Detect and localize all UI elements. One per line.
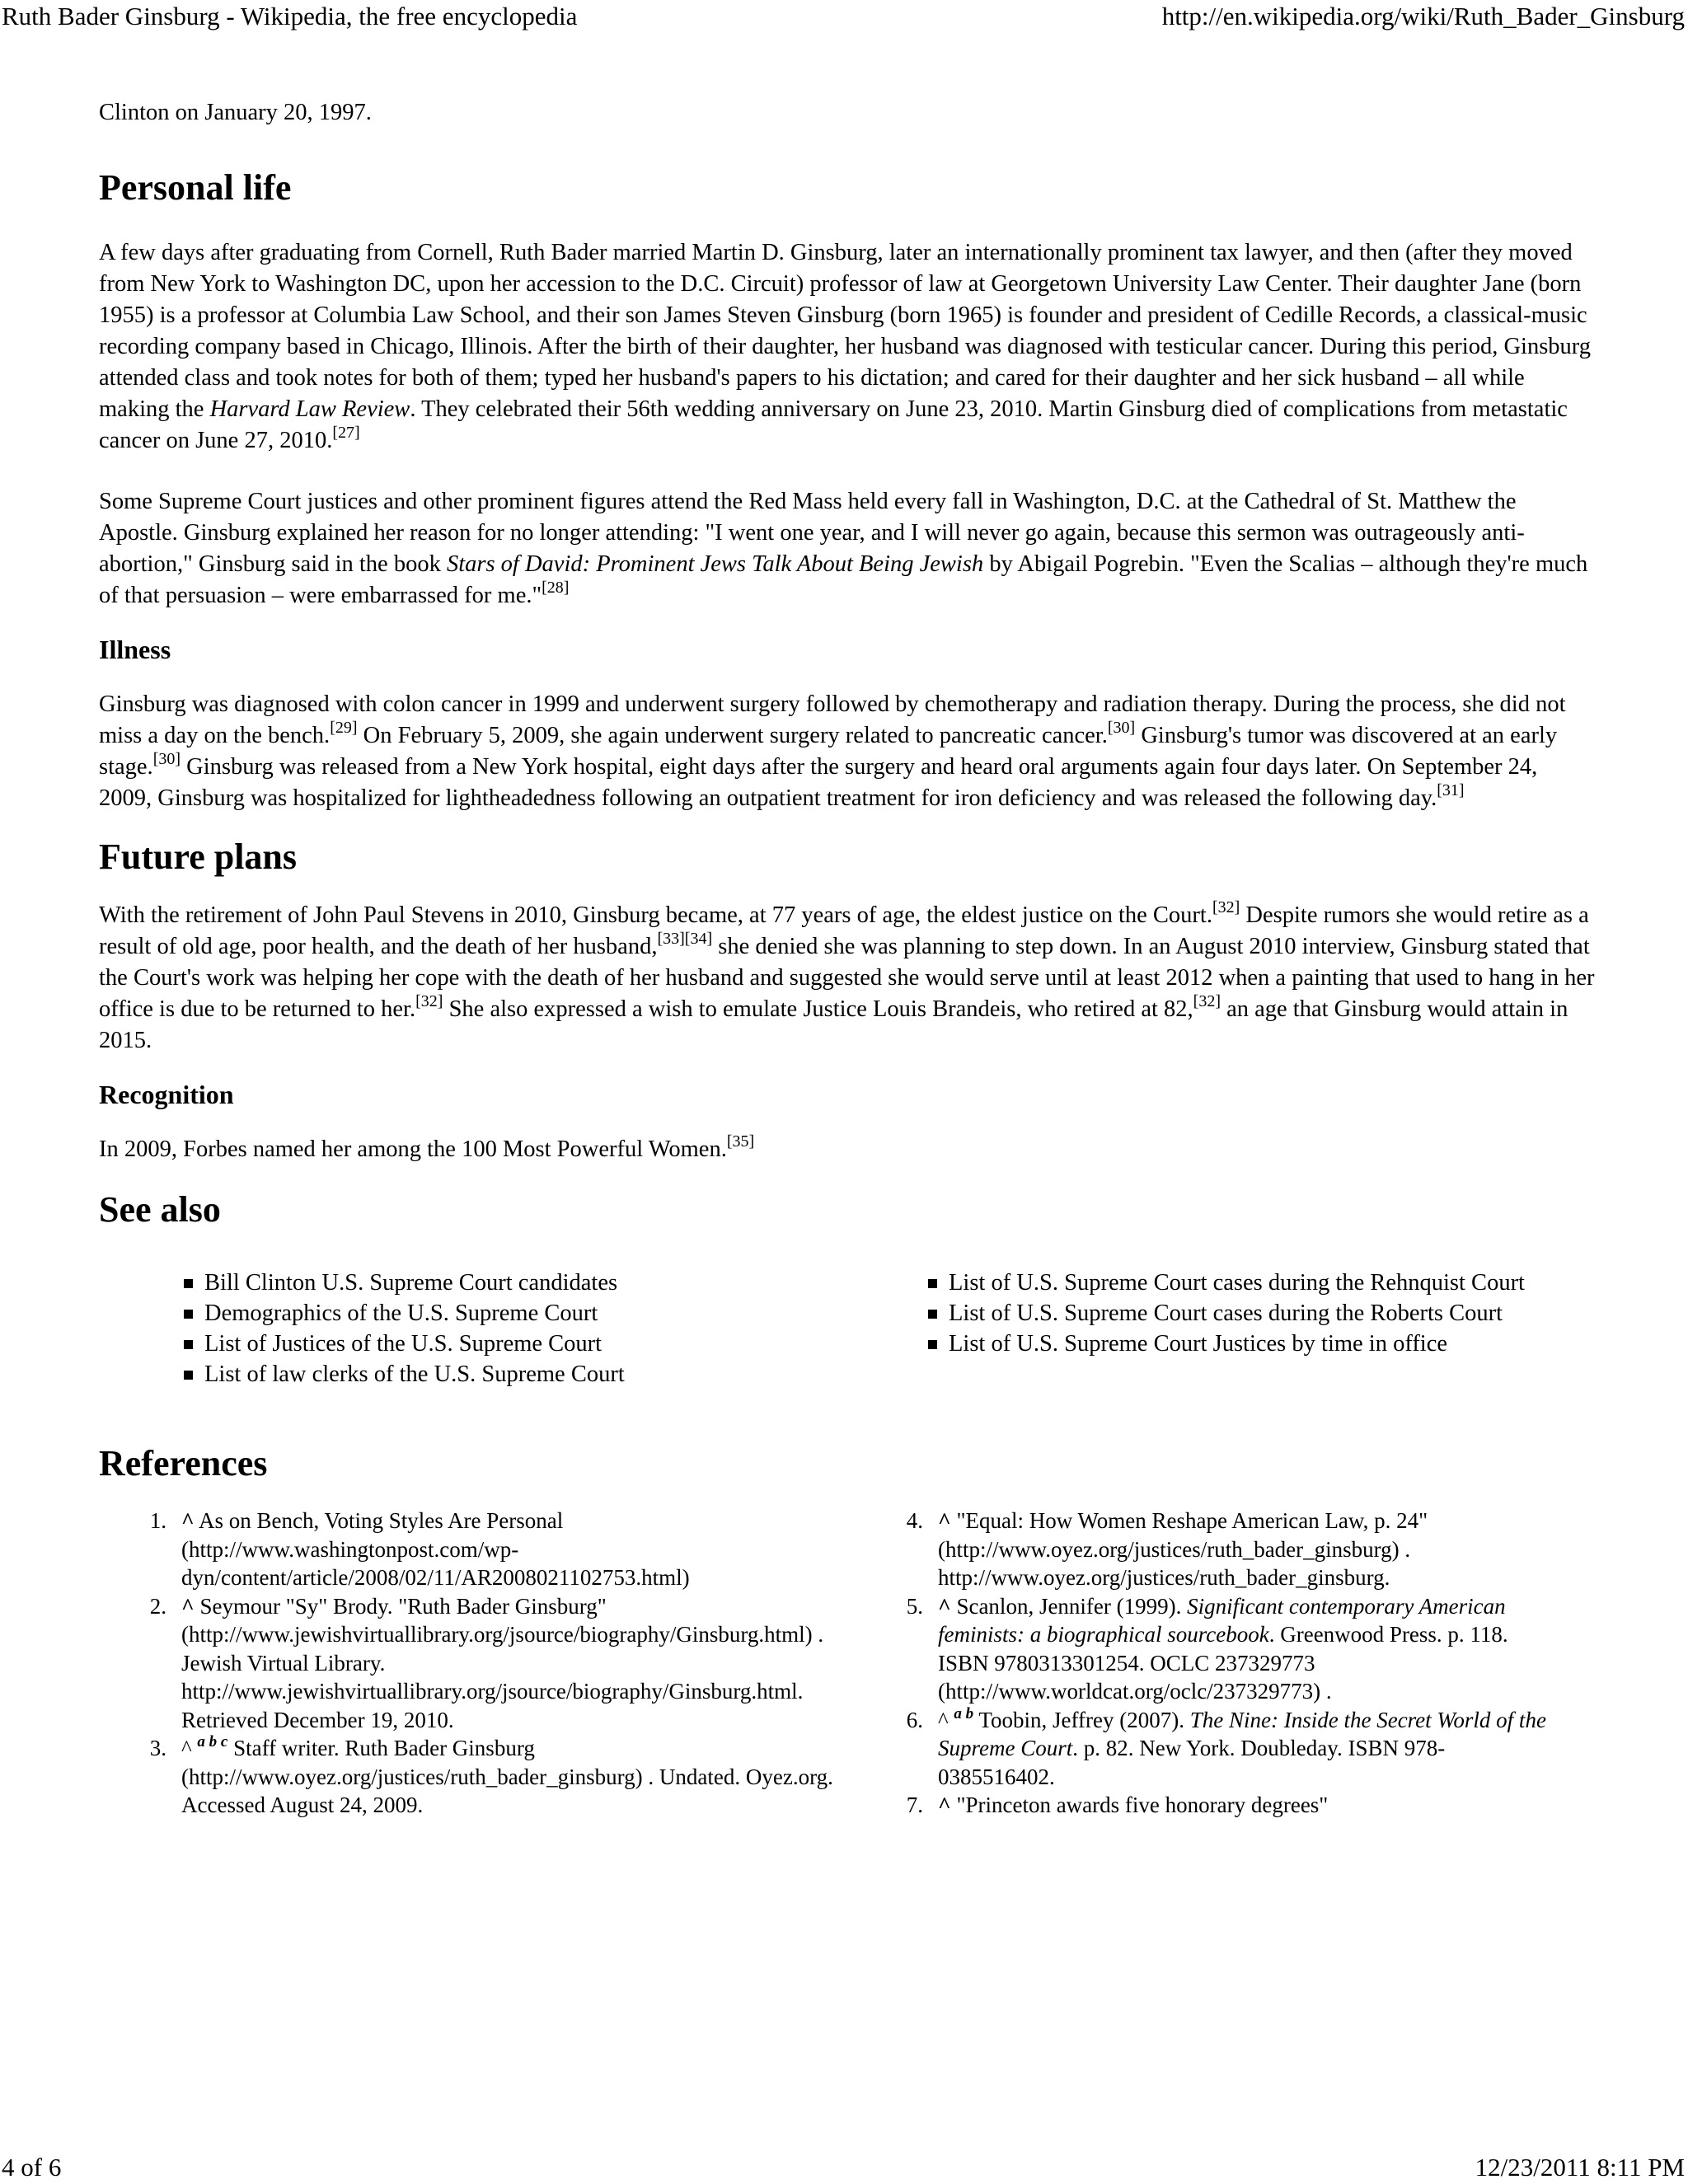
square-bullet-icon <box>184 1371 193 1380</box>
reference-item: 4. ^ "Equal: How Women Reshape American Law, p. 24" (http://www.oyez.org/justices/ruth_bader_ginsburg) . http://www.oyez.org/justices/ruth_bader_ginsburg. <box>906 1508 1428 1590</box>
print-datetime: 12/23/2011 8:11 PM <box>1475 2153 1685 2182</box>
see-also-list <box>181 1268 1595 1390</box>
reference-item: 5. ^ Scanlon, Jennifer (1999). Significant contemporary American feminists: a biographical sourcebook. Greenwood Press. p. 118. ISBN 9780313301254. OCLC 237329773 (http://www.worldcat.org/oclc/237329773) . <box>906 1593 1508 1704</box>
page-url: http://en.wikipedia.org/wiki/Ruth_Bader_Ginsburg <box>1161 2 1685 30</box>
heading-references: References <box>99 1443 268 1483</box>
page-title: Ruth Bader Ginsburg - Wikipedia, the free encyclopedia <box>2 2 578 30</box>
references-list <box>115 1507 1595 1820</box>
see-also-link[interactable]: Demographics of the U.S. Supreme Court <box>204 1301 598 1326</box>
backlink-letters[interactable]: a b c <box>197 1733 228 1750</box>
citation-link[interactable]: [32] <box>1212 898 1240 916</box>
heading-recognition: Recognition <box>99 1080 234 1109</box>
square-bullet-icon <box>184 1340 193 1349</box>
see-also-link[interactable]: List of U.S. Supreme Court cases during the Roberts Court <box>949 1301 1503 1326</box>
list-item <box>926 1298 1577 1329</box>
list-item <box>181 1329 926 1359</box>
heading-future-plans: Future plans <box>99 837 298 877</box>
square-bullet-icon <box>184 1310 193 1319</box>
intro-fragment: Clinton on January 20, 1997. <box>99 100 372 125</box>
list-item <box>926 1268 1577 1298</box>
backlink-caret[interactable]: ^ <box>938 1593 951 1619</box>
list-item <box>181 1268 926 1298</box>
paragraph-recognition: In 2009, Forbes named her among the 100 Most Powerful Women.[35] <box>99 1132 755 1162</box>
list-item <box>181 1359 926 1390</box>
see-also-link[interactable]: List of law clerks of the U.S. Supreme Court <box>204 1361 625 1387</box>
reference-item: 2. ^ Seymour "Sy" Brody. "Ruth Bader Ginsburg" (http://www.jewishvirtuallibrary.org/jsource/biography/Ginsburg.html) . Jewish Virtual Library. http://www.jewishvirtuallibrary.org/jsource/biography/Ginsburg.html. Retrieved December 19, 2010. <box>149 1593 824 1732</box>
square-bullet-icon <box>928 1279 937 1288</box>
references-column-left <box>115 1507 857 1820</box>
print-header <box>0 0 1688 33</box>
paragraph-personal-life-2: Some Supreme Court justices and other prominent figures attend the Red Mass held every fall in Washington, D.C. at the Cathedral of St. Matthew the Apostle. Ginsburg explained her reason for no longer attending: "I went one year, and I will never go again, because this sermon was outrageously anti-abortion," Ginsburg said in the book Stars of David: Prominent Jews Talk About Being Jewish by Abigail Pogrebin. "Even the Scalias – although they're much of that persuasion – were embarrassed for me."[28] <box>99 489 1588 608</box>
citation-link[interactable]: [27] <box>332 424 360 442</box>
heading-illness: Illness <box>99 635 171 664</box>
heading-personal-life: Personal life <box>99 167 292 208</box>
heading-see-also: See also <box>99 1189 221 1230</box>
list-item <box>181 1298 926 1329</box>
citation-link[interactable]: [28] <box>542 579 570 597</box>
reference-item: 7. ^ "Princeton awards five honorary degrees" <box>906 1793 1329 1817</box>
backlink-caret[interactable]: ^ <box>181 1508 195 1533</box>
paragraph-future-plans: With the retirement of John Paul Stevens in 2010, Ginsburg became, at 77 years of age, the eldest justice on the Court.[32] Despite rumors she would retire as a result of old age, poor health, and the death of her husband,[33][34] she denied she was planning to step down. In an August 2010 interview, Ginsburg stated that the Court's work was helping her cope with the death of her husband and suggested she would serve until at least 2012 when a painting that used to hang in her office is due to be returned to her.[32] She also expressed a wish to emulate Justice Louis Brandeis, who retired at 82,[32] an age that Ginsburg would attain in 2015. <box>99 898 1595 1053</box>
backlink-caret[interactable]: ^ <box>938 1793 951 1817</box>
see-also-column-left <box>181 1268 926 1390</box>
paragraph-illness: Ginsburg was diagnosed with colon cancer in 1999 and underwent surgery followed by chemotherapy and radiation therapy. During the process, she did not miss a day on the bench.[29] On February 5, 2009, she again underwent surgery related to pancreatic cancer.[30] Ginsburg's tumor was discovered at an early stage.[30] Ginsburg was released from a New York hospital, eight days after the surgery and heard oral arguments again four days later. On September 24, 2009, Ginsburg was hospitalized for lightheadedness following an outpatient treatment for iron deficiency and was released the following day.[31] <box>99 691 1566 811</box>
article-content <box>99 97 1595 1820</box>
see-also-link[interactable]: List of U.S. Supreme Court Justices by time in office <box>949 1331 1448 1357</box>
reference-item: 3. ^ $^{a b c}$ Staff writer. Ruth Bader Ginsburg (http://www.oyez.org/justices/ruth_bader_ginsburg) . Undated. Oyez.org. Accessed August 24, 2009. <box>149 1733 833 1817</box>
citation-link[interactable]: [31] <box>1437 781 1465 799</box>
citation-link[interactable]: [33][34] <box>657 930 713 948</box>
references-column-right <box>872 1507 1556 1820</box>
backlink-letters[interactable]: a b <box>954 1704 974 1722</box>
square-bullet-icon <box>184 1279 193 1288</box>
reference-item: 6. ^ $^{a b}$ Toobin, Jeffrey (2007). The Nine: Inside the Secret World of the Supreme Court. p. 82. New York. Doubleday. ISBN 978-0385516402. <box>906 1704 1546 1789</box>
see-also-link[interactable]: List of Justices of the U.S. Supreme Court <box>204 1331 603 1357</box>
page-number: 4 of 6 <box>2 2153 62 2182</box>
citation-link[interactable]: [32] <box>415 992 443 1010</box>
citation-link[interactable]: [35] <box>726 1132 755 1151</box>
backlink-caret[interactable]: ^ <box>938 1508 951 1533</box>
square-bullet-icon <box>928 1340 937 1349</box>
see-also-column-right <box>926 1268 1577 1390</box>
see-also-link[interactable]: List of U.S. Supreme Court cases during the Rehnquist Court <box>949 1270 1525 1296</box>
paragraph-personal-life-1: A few days after graduating from Cornell, Ruth Bader married Martin D. Ginsburg, later an internationally prominent tax lawyer, and then (after they moved from New York to Washington DC, upon her accession to the D.C. Circuit) professor of law at Georgetown University Law Center. Their daughter Jane (born 1955) is a professor at Columbia Law School, and their son James Steven Ginsburg (born 1965) is founder and president of Cedille Records, a classical-music recording company based in Chicago, Illinois. After the birth of their daughter, her husband was diagnosed with testicular cancer. During this period, Ginsburg attended class and took notes for both of them; typed her husband's papers to his dictation; and cared for their daughter and her sick husband – all while making the Harvard Law Review. They celebrated their 56th wedding anniversary on June 23, 2010. Martin Ginsburg died of complications from metastatic cancer on June 27, 2010.[27] <box>99 240 1592 453</box>
citation-link[interactable]: [29] <box>330 719 358 737</box>
square-bullet-icon <box>928 1310 937 1319</box>
see-also-link[interactable]: Bill Clinton U.S. Supreme Court candidates <box>204 1270 618 1296</box>
print-footer <box>0 2151 1688 2184</box>
citation-link[interactable]: [30] <box>1107 719 1136 737</box>
citation-link[interactable]: [30] <box>152 750 181 768</box>
reference-item: 1. ^ As on Bench, Voting Styles Are Personal (http://www.washingtonpost.com/wp-dyn/content/article/2008/02/11/AR2008021102753.html) <box>149 1508 690 1590</box>
backlink-caret[interactable]: ^ <box>181 1593 195 1619</box>
list-item <box>926 1329 1577 1359</box>
citation-link[interactable]: [32] <box>1193 992 1221 1010</box>
